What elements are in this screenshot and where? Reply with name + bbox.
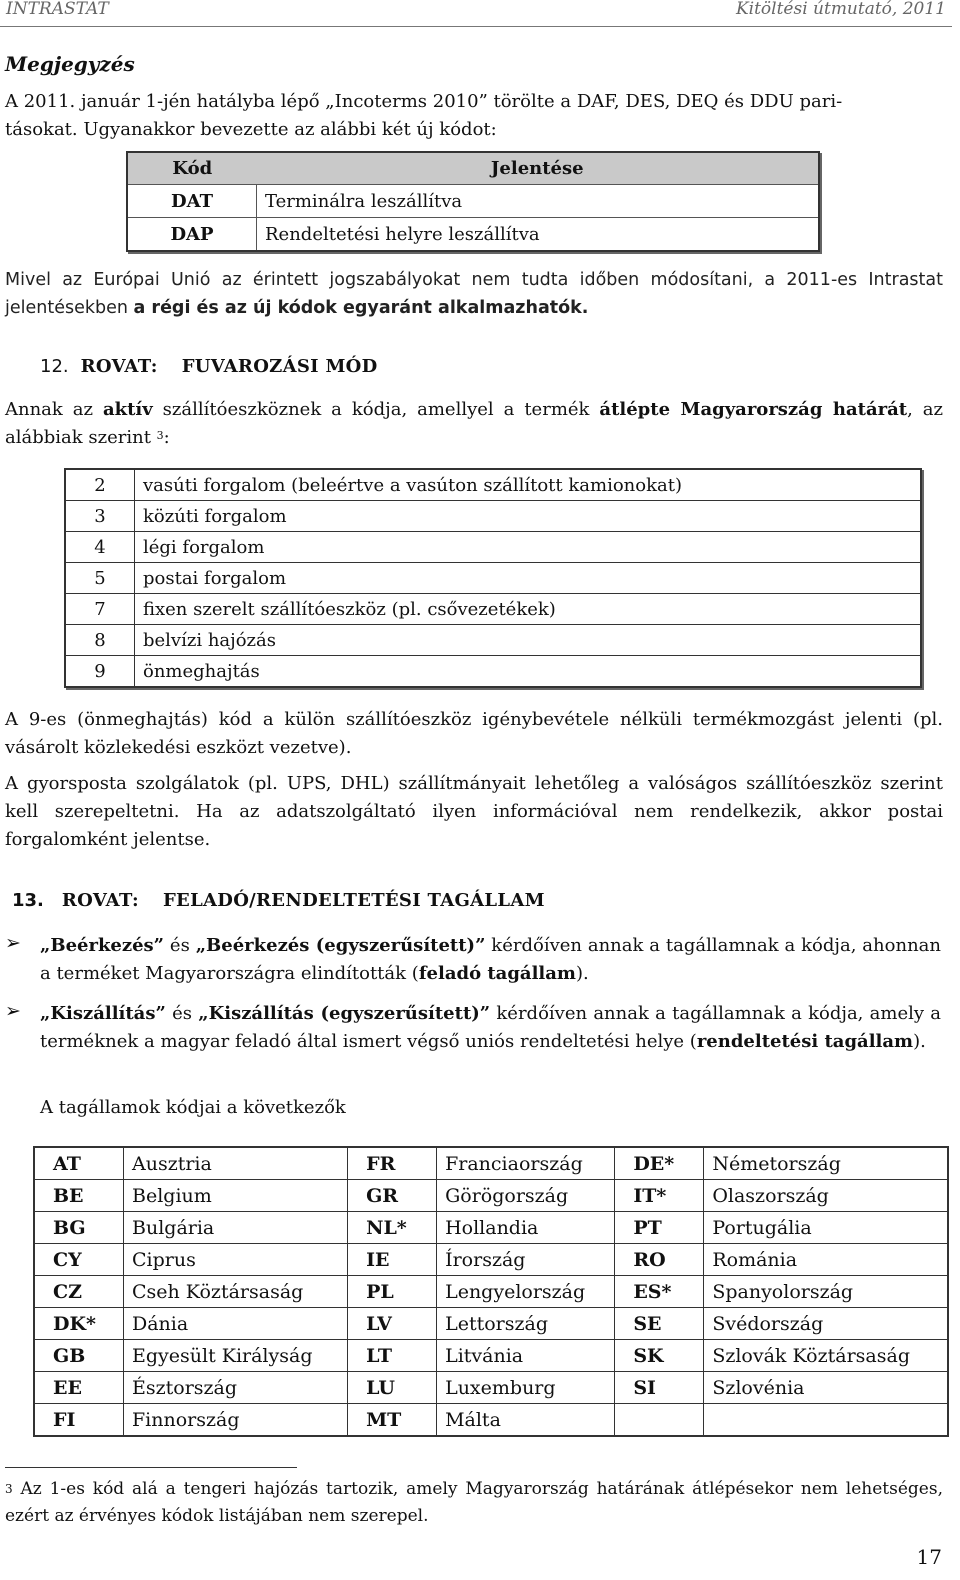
note-text: Mivel az Európai Unió az érintett jogszabályokat nem tudta időben módosítani, a 2011-es Intrastat jelentésekben — [5, 270, 943, 318]
country-name-cell: Portugália — [704, 1212, 948, 1244]
country-code-cell: SI — [615, 1372, 704, 1404]
country-code-cell: LV — [348, 1308, 437, 1340]
country-name-cell: Litvánia — [437, 1340, 615, 1372]
country-code-cell: RO — [615, 1244, 704, 1276]
country-name-cell: Dánia — [124, 1308, 348, 1340]
section-title: FELADÓ/RENDELTETÉSI TAGÁLLAM — [162, 890, 545, 911]
country-name-cell: Görögország — [437, 1180, 615, 1212]
bullet-text: ). — [913, 1031, 926, 1052]
bullet-text: és — [165, 1003, 199, 1024]
section-number: 13. — [12, 890, 44, 911]
country-code-cell: BG — [34, 1212, 124, 1244]
section-12-paragraph-2: A gyorsposta szolgálatok (pl. UPS, DHL) szállítmányait lehetőleg a valóságos szállítóeszköz szerint kell szerepeltetni. Ha az adatszolgáltató ilyen információval nem rendelkezik, akkor postai forgalomként jelentse. — [5, 773, 943, 850]
country-name-cell: Spanyolország — [704, 1276, 948, 1308]
meaning-cell: Terminálra leszállítva — [257, 185, 820, 218]
running-header — [0, 0, 960, 24]
country-code-cell: ES* — [615, 1276, 704, 1308]
country-name-cell: Olaszország — [704, 1180, 948, 1212]
section-title: FUVAROZÁSI MÓD — [181, 356, 378, 377]
country-code-cell: SE — [615, 1308, 704, 1340]
country-code-cell: DK* — [34, 1308, 124, 1340]
form-name: „Kiszállítás (egyszerűsített)” — [198, 1003, 491, 1024]
country-code-cell: CY — [34, 1244, 124, 1276]
country-name-cell — [704, 1404, 948, 1437]
description-cell: belvízi hajózás — [135, 625, 922, 656]
column-header-code: Kód — [127, 152, 257, 185]
note-line-1: A 2011. január 1-jén hatályba lépő „Incoterms 2010” törölte a DAF, DES, DEQ és DDU pari- — [5, 91, 843, 112]
table-row — [34, 1212, 948, 1244]
country-name-cell: Finnország — [124, 1404, 348, 1437]
intro-bold: aktív — [102, 399, 153, 420]
column-header-meaning: Jelentése — [257, 152, 820, 185]
form-name: „Kiszállítás” — [40, 1003, 166, 1024]
footnote-rule — [5, 1467, 297, 1468]
country-code-cell: BE — [34, 1180, 124, 1212]
country-code-cell: IE — [348, 1244, 437, 1276]
country-code-cell: FI — [34, 1404, 124, 1437]
table-row — [34, 1340, 948, 1372]
country-name-cell: Svédország — [704, 1308, 948, 1340]
bullet-arrow-icon: ➢ — [5, 932, 21, 954]
header-left: INTRASTAT — [6, 0, 109, 19]
footnote-reference: 3 — [156, 429, 164, 442]
description-cell: közúti forgalom — [135, 501, 922, 532]
form-name: „Beérkezés” — [40, 935, 165, 956]
section-12-heading — [40, 356, 378, 377]
table-row — [65, 563, 921, 594]
description-cell: vasúti forgalom (beleértve a vasúton szállított kamionokat) — [135, 469, 922, 501]
country-code-cell: FR — [348, 1147, 437, 1180]
section-12-paragraph-1: A 9-es (önmeghajtás) kód a külön szállítóeszköz igénybevétele nélküli termékmozgást jelenti (pl. vásárolt közlekedési eszközt vezetve). — [5, 709, 943, 758]
country-code-cell: SK — [615, 1340, 704, 1372]
table-row — [65, 469, 921, 501]
country-code-cell: MT — [348, 1404, 437, 1437]
table-row — [34, 1276, 948, 1308]
code-cell: DAP — [127, 218, 257, 252]
code-cell: 5 — [65, 563, 135, 594]
table-row — [127, 218, 819, 252]
country-code-cell: EE — [34, 1372, 124, 1404]
header-right: Kitöltési útmutató, 2011 — [735, 0, 946, 19]
section-number: 12. — [40, 356, 69, 377]
intro-text: szállítóeszköznek a kódja, amellyel a termék — [152, 399, 600, 420]
country-name-cell: Szlovénia — [704, 1372, 948, 1404]
table-row — [65, 625, 921, 656]
table-header-row — [127, 152, 819, 185]
country-code-cell — [615, 1404, 704, 1437]
table-row — [34, 1372, 948, 1404]
term-bold: feladó tagállam — [418, 963, 576, 984]
footnote-text: Az 1-es kód alá a tengeri hajózás tartozik, amely Magyarország határának átlépésekor nem lehetséges, ezért az érvényes kódok listájában nem szerepel. — [5, 1479, 943, 1526]
country-name-cell: Észtország — [124, 1372, 348, 1404]
code-cell: 9 — [65, 656, 135, 688]
table-row — [34, 1404, 948, 1437]
country-code-cell: NL* — [348, 1212, 437, 1244]
description-cell: önmeghajtás — [135, 656, 922, 688]
country-code-cell: PT — [615, 1212, 704, 1244]
bullet-arrow-icon: ➢ — [5, 1000, 21, 1022]
country-name-cell: Cseh Köztársaság — [124, 1276, 348, 1308]
table-row — [34, 1180, 948, 1212]
intro-text: Annak az — [5, 399, 103, 420]
country-name-cell: Szlovák Köztársaság — [704, 1340, 948, 1372]
page-number: 17 — [916, 1545, 942, 1569]
country-name-cell: Románia — [704, 1244, 948, 1276]
country-name-cell: Belgium — [124, 1180, 348, 1212]
codes-intro: A tagállamok kódjai a következők — [40, 1097, 346, 1118]
country-name-cell: Franciaország — [437, 1147, 615, 1180]
country-code-cell: LT — [348, 1340, 437, 1372]
header-rule — [0, 26, 952, 27]
country-name-cell: Írország — [437, 1244, 615, 1276]
section-13-heading — [12, 890, 545, 911]
country-name-cell: Lettország — [437, 1308, 615, 1340]
table-row — [65, 594, 921, 625]
meaning-cell: Rendeltetési helyre leszállítva — [257, 218, 820, 252]
country-name-cell: Ausztria — [124, 1147, 348, 1180]
bullet-dispatches — [40, 1000, 941, 1056]
table-row — [127, 185, 819, 218]
bullet-text: ). — [575, 963, 589, 984]
bullet-arrivals — [40, 932, 941, 988]
country-name-cell: Németország — [704, 1147, 948, 1180]
bullet-text: és — [164, 935, 196, 956]
section-12-intro — [5, 396, 943, 452]
footnote-number: 3 — [5, 1482, 13, 1496]
country-name-cell: Bulgária — [124, 1212, 348, 1244]
note-heading: Megjegyzés — [5, 52, 135, 76]
note-paragraph — [5, 266, 943, 322]
member-state-code-table — [33, 1146, 949, 1437]
description-cell: postai forgalom — [135, 563, 922, 594]
footnote — [5, 1476, 943, 1530]
note-bold-text: a régi és az új kódok egyaránt alkalmazhatók. — [133, 298, 589, 318]
table-row — [34, 1244, 948, 1276]
bullet-text: kérdőíven annak a tagállamnak a kódja, ahonnan a terméket Magyarországra elindították ( — [40, 935, 941, 984]
country-code-cell: GB — [34, 1340, 124, 1372]
form-name: „Beérkezés (egyszerűsített)” — [195, 935, 486, 956]
description-cell: fixen szerelt szállítóeszköz (pl. csővezetékek) — [135, 594, 922, 625]
intro-text: : — [163, 427, 170, 448]
table-row — [65, 532, 921, 563]
note-line-2: tásokat. Ugyanakkor bevezette az alábbi két új kódot: — [5, 119, 497, 140]
country-code-cell: AT — [34, 1147, 124, 1180]
country-name-cell: Ciprus — [124, 1244, 348, 1276]
country-code-cell: CZ — [34, 1276, 124, 1308]
code-cell: 3 — [65, 501, 135, 532]
term-bold: rendeltetési tagállam — [696, 1031, 914, 1052]
code-cell: DAT — [127, 185, 257, 218]
intro-bold: átlépte Magyarország határát — [599, 399, 908, 420]
description-cell: légi forgalom — [135, 532, 922, 563]
country-code-cell: GR — [348, 1180, 437, 1212]
country-name-cell: Lengyelország — [437, 1276, 615, 1308]
code-cell: 8 — [65, 625, 135, 656]
country-name-cell: Hollandia — [437, 1212, 615, 1244]
country-name-cell: Egyesült Királyság — [124, 1340, 348, 1372]
table-row — [65, 501, 921, 532]
country-code-cell: IT* — [615, 1180, 704, 1212]
country-name-cell: Luxemburg — [437, 1372, 615, 1404]
code-cell: 4 — [65, 532, 135, 563]
table-row — [34, 1308, 948, 1340]
bullet-text: kérdőíven annak a tagállamnak a kódja, amely a terméknek a magyar feladó által ismert végső uniós rendeltetési helye ( — [40, 1003, 941, 1052]
table-row — [65, 656, 921, 688]
section-label: ROVAT: — [61, 890, 139, 911]
country-code-cell: PL — [348, 1276, 437, 1308]
table-row — [34, 1147, 948, 1180]
intro-text: , az alábbiak szerint — [5, 399, 944, 448]
country-code-cell: LU — [348, 1372, 437, 1404]
country-name-cell: Málta — [437, 1404, 615, 1437]
code-cell: 2 — [65, 469, 135, 501]
transport-mode-table — [64, 468, 922, 688]
delivery-code-table — [126, 151, 820, 252]
country-code-cell: DE* — [615, 1147, 704, 1180]
section-label: ROVAT: — [80, 356, 158, 377]
code-cell: 7 — [65, 594, 135, 625]
